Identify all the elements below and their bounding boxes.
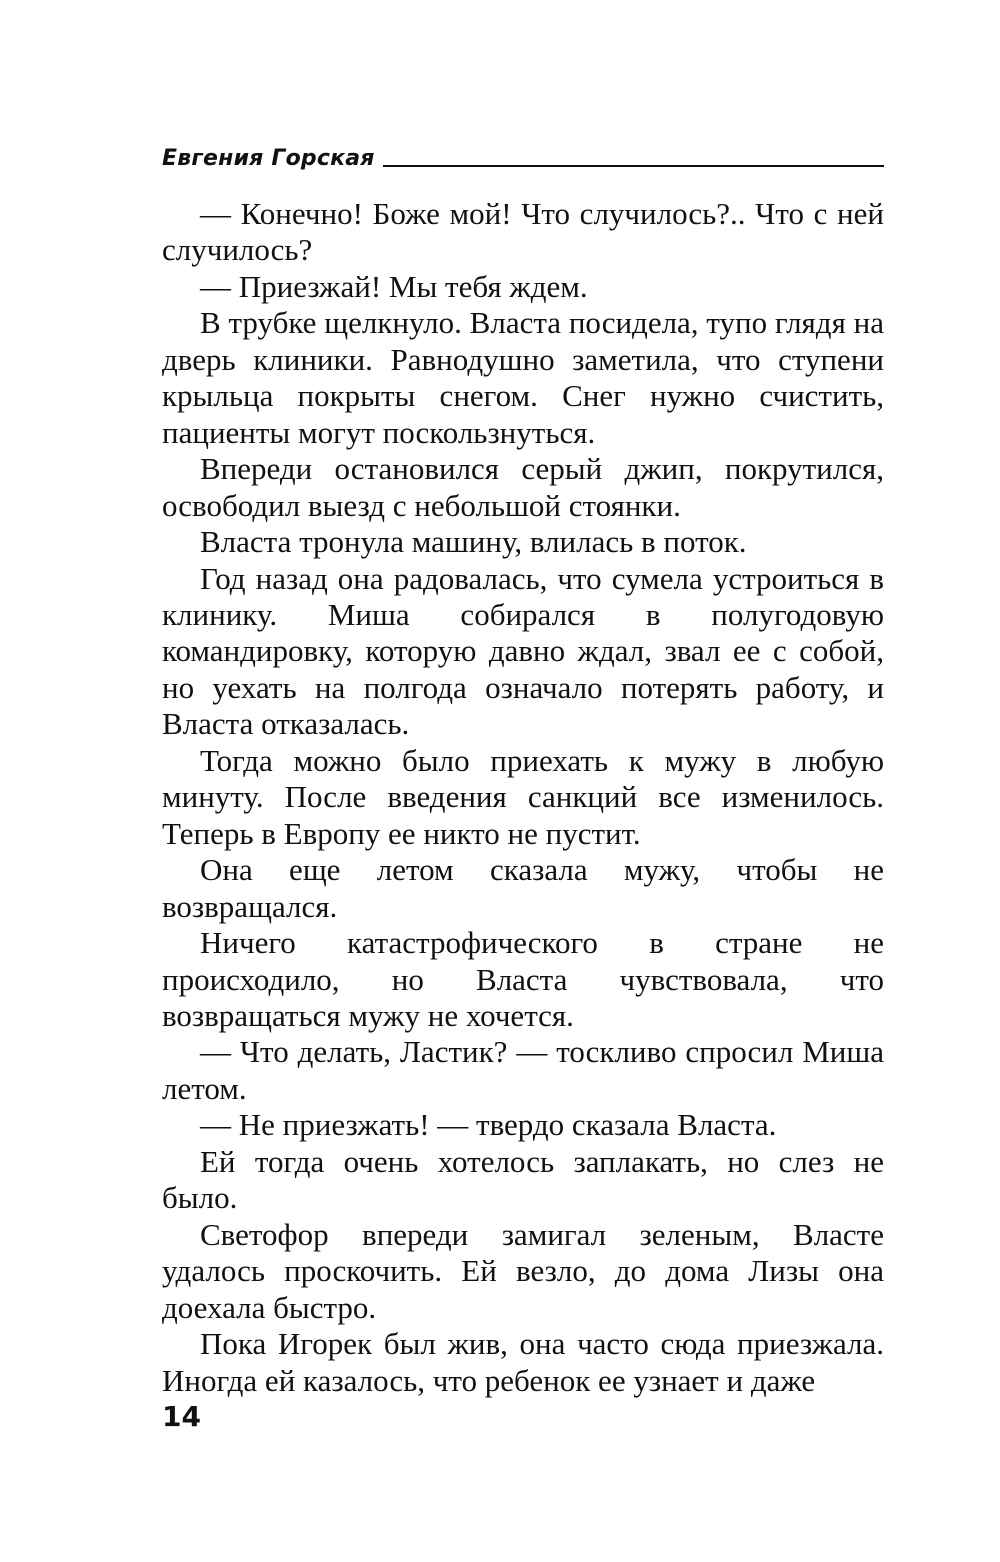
paragraph: Пока Игорек был жив, она часто сюда приезжала. Иногда ей казалось, что ребенок ее узнает и даже	[162, 1326, 884, 1398]
body-text	[162, 196, 884, 1399]
paragraph: Ей тогда очень хотелось заплакать, но слез не было.	[162, 1143, 884, 1216]
paragraph: Она еще летом сказала мужу, чтобы не возвращался.	[162, 852, 884, 924]
paragraph: — Не приезжать! — твердо сказала Власта.	[200, 1107, 777, 1143]
paragraph: — Конечно! Боже мой! Что случилось?.. Что с ней случилось?	[162, 196, 884, 268]
running-header	[162, 140, 884, 172]
author-name: Евгения Горская	[162, 146, 375, 171]
paragraph: — Что делать, Ластик? — тоскливо спросил Миша летом.	[162, 1034, 884, 1106]
paragraph: Тогда можно было приехать к мужу в любую минуту. После введения санкций все изменилось. Теперь в Европу ее никто не пустит.	[162, 742, 884, 851]
paragraph: Власта тронула машину, влилась в поток.	[200, 524, 747, 560]
paragraph: Светофор впереди замигал зеленым, Власте удалось проскочить. Ей везло, до дома Лизы она доехала быстро.	[162, 1216, 884, 1325]
header-rule	[383, 165, 884, 167]
page-number: 14	[162, 1400, 201, 1433]
paragraph: — Приезжай! Мы тебя ждем.	[200, 268, 588, 304]
paragraph: Год назад она радовалась, что сумела устроиться в клинику. Миша собирался в полугодовую командировку, которую давно ждал, звал ее с собой, но уехать на полгода означало потерять работу, и Власта отказалась.	[162, 560, 884, 742]
paragraph: Впереди остановился серый джип, покрутился, освободил выезд с небольшой стоянки.	[162, 451, 884, 523]
paragraph: В трубке щелкнуло. Власта посидела, тупо глядя на дверь клиники. Равнодушно заметила, что ступени крыльца покрыты снегом. Снег нужно счистить, пациенты могут поскользнуться.	[162, 305, 884, 450]
paragraph: Ничего катастрофического в стране не происходило, но Власта чувствовала, что возвращаться мужу не хочется.	[162, 925, 884, 1033]
